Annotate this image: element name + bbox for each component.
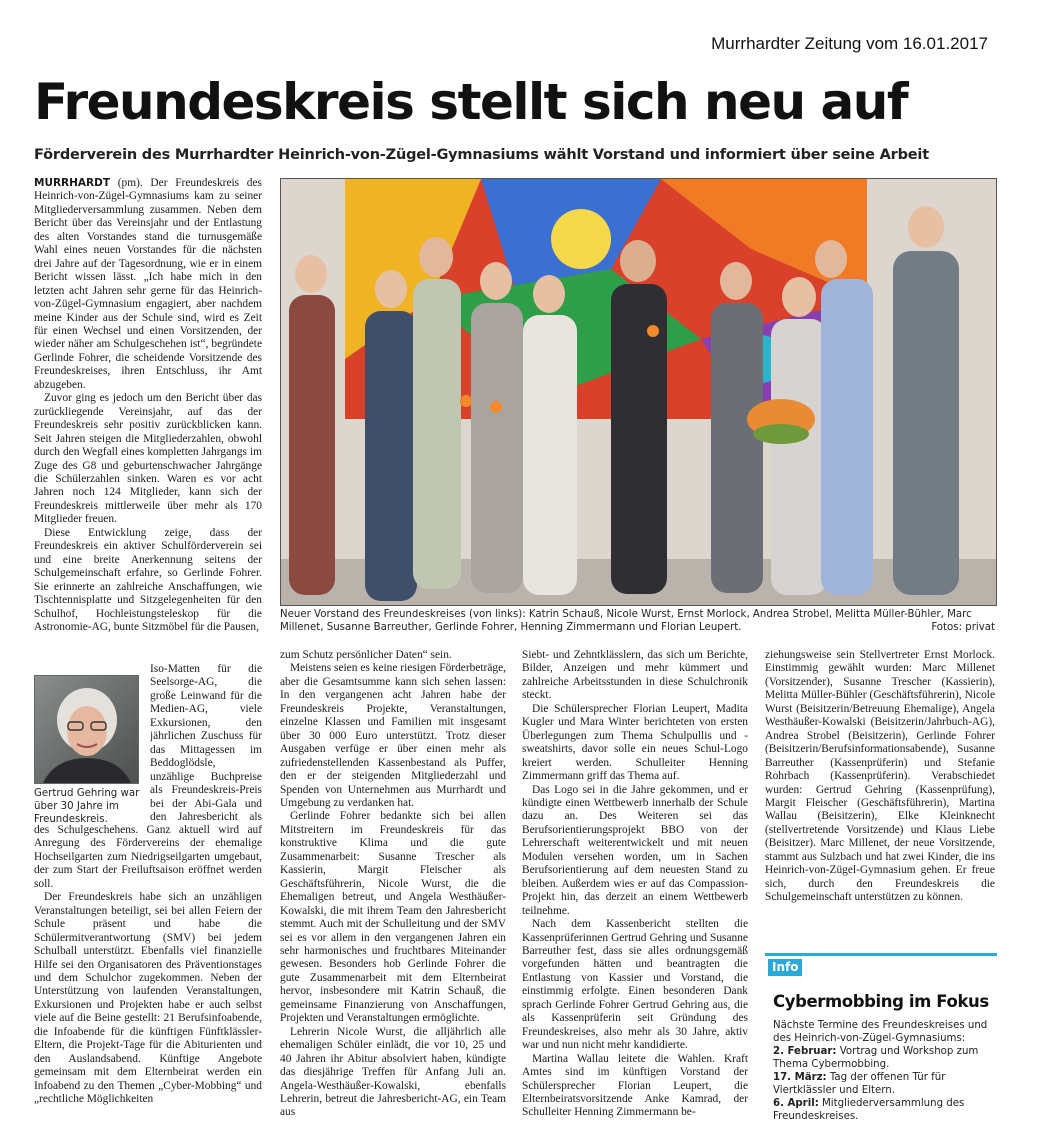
subheadline: Förderverein des Murrhardter Heinrich-von-Zügel-Gymnasiums wählt Vorstand und informiert über seine Arbeit [34,147,929,163]
portrait-photo [34,675,139,784]
info-item-date: 17. März: [773,1072,827,1084]
paragraph: Nach dem Kassenbericht stellten die Kassenprüferinnen Gertrud Gehring und Susanne Barreuther fest, dass sie alles ordnungsgemäß vorgefunden hätten und beantragten die Entlastung von Kassier und Vorstand, die einstimmig erfolgte. Einen besonderen Dank sprach Gerlinde Fohrer Gertrud Gehring aus, die als Kassenprüferin seit Gründung des Freundeskreises, also mehr als 30 Jahre, aktiv war und nun nicht mehr kandidierte. [522,918,748,1052]
info-item-text: Mitgliederversammlung des Freundeskreises. [773,1098,965,1122]
article-column-4 [765,649,995,939]
info-box [765,953,997,1141]
paragraph: Die Schülersprecher Florian Leupert, Madita Kugler und Mara Winter berichteten von ersten Überlegungen zum Thema Schulpullis und -sweatshirts, davor solle ein neues Schul-Logo kreiert werden. Schulleiter Henning Zimmermann griff das Thema auf. [522,702,748,783]
paragraph: Lehrerin Nicole Wurst, die alljährlich alle ehemaligen Schüler einlädt, die vor 10, 25 und 40 Jahren ihr Abitur absolviert haben, kündigte das diesjährige Treffen für Anfang Juli an. Angela-Westhäußer-Kowalski, ebenfalls Lehrerin, betreut die Jahresbericht-AG, ein Team aus [280,1025,506,1119]
source-line: Murrhardter Zeitung vom 16.01.2017 [711,34,988,53]
article-column-1 [34,177,262,667]
paragraph: Diese Entwicklung zeige, dass der Freundeskreis ein aktiver Schulförderverein sei und eine breite Anerkennung seitens der Schulgemeinschaft erfahre, so Gerlinde Fohrer. Sie erinnerte an zahlreiche Anschaffungen, wie Tischtennisplatte und Sitzgelegenheiten für den Schulhof, Hochleistungsteleskop für die Astronomie-AG, bunte Sitzmöbel für die Pausen, [34,526,262,633]
paragraph: Zuvor ging es jedoch um den Bericht über das zurückliegende Vereinsjahr, auf das der Freundeskreis sehr positiv zurückblicken kann. Seit Jahren steigen die Mitgliederzahlen, obwohl durch den Wegfall eines kompletten Jahrgangs im Zuge des G8 und geburtenschwacher Jahrgänge die Schülerzahlen sinken. Waren es vor acht Jahren noch 124 Mitglieder, kann sich der Freundeskreis mittlerweile über mehr als 170 Mitglieder freuen. [34,392,262,526]
info-tag: Info [768,959,802,976]
paragraph: des Schulgeschehens. Ganz aktuell wird auf Anregung des Fördervereins der ehemalige Hochseilgarten zum Niedrigseilgarten umgebaut, der zum Start der Freiluftsaison eröffnet werden soll. [34,824,262,890]
article-column-3 [522,649,748,1143]
photo-caption-text: Neuer Vorstand des Freundeskreises (von links): Katrin Schauß, Nicole Wurst, Ernst Morlock, Andrea Strobel, Melitta Müller-Bühler, Marc Millenet, Susanne Barreuther, Gerlinde Fohrer, Henning Zimmermann und Florian Leupert. [280,609,972,633]
paragraph: Der Freundeskreis habe sich an unzähligen Veranstaltungen beteiligt, sei bei allen Feiern der Schule präsent und habe die Schülermitverantwortung (SMV) bei jedem Schulball unterstützt. Ebenfalls viel finanzielle Hilfe sei den Organisatoren des Präventionstages und dem Schulchor zugekommen. Neben der Unterstützung von laufenden Veranstaltungen, Exkursionen und Projekten habe er auch selbst viele auf die Beine gestellt: 21 Berufsinfoabende, die Infoabende für die künftigen Fünftklässler-Eltern, die Projekt-Tage für die Abiturienten und den Auslandsabend. Künftige Angebote gemeinsam mit dem Elternbeirat werden ein Infoabend zu den Themen „Cyber-Mobbing“ und „rechtliche Möglichkeiten [34,891,262,1106]
paragraph-text: (pm). Der Freundeskreis des Heinrich-von-Zügel-Gymnasiums kam zu seiner Mitgliederversammlung zusammen. Neben dem Bericht über das Vereinsjahr und der Entlastung des alten Vorstandes stand die turnusgemäße Wahl eines neuen Vorstandes für die nächsten drei Jahre auf der Tagesordnung, wie er in einem Bericht wissen lässt. „Ich habe mich in den letzten acht Jahren sehr gerne für das Heinrich-von-Zügel-Gymnasium engagiert, aber nachdem meine Kinder aus der Schule sind, wird es Zeit für einen Wechsel und einen Vorsitzenden, der wieder näher am Schulgeschehen ist“, begründete Gerlinde Fohrer, die scheidende Vorsitzende des Freundeskreises, ihren Entschluss, ihr Amt abzugeben. [34,177,262,391]
info-item [773,1072,995,1097]
dateline: MURRHARDT [34,177,111,189]
paragraph: Siebt- und Zehntklässlern, das sich um Berichte, Bilder, Anzeigen und mehr kümmert und zahlreiche Arbeitsstunden in diese Schulchronik steckt. [522,649,748,702]
paragraph [34,177,262,392]
info-item-date: 2. Februar: [773,1046,837,1057]
info-item-date: 6. April: [773,1098,819,1110]
paragraph: Gerlinde Fohrer bedankte sich bei allen Mitstreitern im Freundeskreis für das konstruktive Klima und die gute Zusammenarbeit: Susanne Trescher als Kassierin, Margit Fleischer als Geschäftsführerin, Nicole Wurst, die die Ehemaligen betreut, und Angela Westhäußer-Kowalski, die mit ihrem Team den Jahresbericht stemmt. Auch mit der Schulleitung und der SMV sei es vor allem in den vergangenen Jahren ein sehr harmonisches und fruchtbares Miteinander gewesen. Besonders hob Gerlinde Fohrer die gute Zusammenarbeit mit dem Elternbeirat hervor, insbesondere mit Katrin Schauß, die gemeinsame Finanzierung von Anschaffungen, Projekten und Veranstaltungen ermöglichte. [280,810,506,1025]
info-item [773,1098,995,1123]
portrait-caption: Gertrud Gehring war über 30 Jahre im Freundeskreis. [34,788,140,825]
group-photo [280,178,997,606]
info-title: Cybermobbing im Fokus [773,992,989,1011]
photo-caption [280,608,995,634]
info-intro: Nächste Termine des Freundeskreises und des Heinrich-von-Zügel-Gymnasiums: [773,1020,988,1044]
info-item [773,1046,995,1071]
article-column-1-bottom [34,824,262,1142]
photo-credit: Fotos: privat [931,622,995,633]
paragraph: Das Logo sei in die Jahre gekommen, und er kündigte einen Wettbewerb innerhalb der Schule dazu an. Des Weiteren sei das Berufsorientierungsprojekt BBO von der Lehrerschaft weiterentwickelt und mit neuen Modulen versehen worden, um in Sachen Berufsorientierung auf dem neuesten Stand zu bleiben. Außerdem wies er auf das Compassion-Projekt hin, das derzeit an einem Wettbewerb teilnehme. [522,783,748,917]
paragraph: zum Schutz persönlicher Daten“ sein. [280,649,452,661]
article-column-1-narrow [150,663,262,824]
info-list [773,1046,995,1125]
info-item-text: Tag der offenen Tür für Viertklässler und Eltern. [773,1072,946,1096]
paragraph: Iso-Matten für die Seelsorge-AG, die große Leinwand für die Medien-AG, viele Exkursionen, den jährlichen Zuschuss für das Mittagessen im Beddoglödsle, unzählige Buchpreise als Freundeskreis-Preis bei der Abi-Gala und den Jahresbericht als [150,663,262,823]
article-column-2 [280,649,506,1143]
paragraph: ziehungsweise sein Stellvertreter Ernst Morlock. Einstimmig gewählt wurden: Marc Millenet (Vorsitzender), Susanne Trescher (Kassierin), Melitta Müller-Bühler (Geschäftsführerin), Nicole Wurst (Beisitzerin/Betreuung Ehemalige), Angela Westhäußer-Kowalski (Beisitzerin/Jahrbuch-AG), Andrea Strobel (Beisitzerin), Gerlinde Fohrer (Beisitzerin/Berufsinformationsabende), Susanne Barreuther (Kassenprüferin) und Stefanie Rohrbach (Kassenprüferin). Verabschiedet wurden: Gertrud Gehring (Kassenprüfung), Margit Fleischer (Geschäftsführerin), Martina Wallau (Beisitzerin), Elke Kleinknecht (stellvertretende Vorsitzende) und Klaus Liebe (Beisitzer). Marc Millenet, der neue Vorsitzende, stammt aus Sulzbach und hat zwei Kinder, die ins Heinrich-von-Zügel-Gymnasium gehen. Er freue sich, durch den Freundeskreis die Schulgemeinschaft unterstützen zu können. [765,649,995,904]
info-item-text: Vortrag und Workshop zum Thema Cybermobbing. [773,1046,979,1070]
paragraph: Martina Wallau leitete die Wahlen. Kraft Amtes sind im künftigen Vorstand der Schülersprecher Florian Leupert, die Elternbeiratsvorsitzende Anke Kamrad, der Schulleiter Henning Zimmermann be- [522,1052,748,1119]
headline: Freundeskreis stellt sich neu auf [34,73,908,131]
paragraph: Meistens seien es keine riesigen Förderbeträge, aber die Gesamtsumme kann sich sehen lassen: In den vergangenen acht Jahren habe der Freundeskreis Projekte, Veranstaltungen, einzelne Klassen und Familien mit insgesamt über 30 000 Euro unterstützt. Trotz dieser Ausgaben verfüge er über einen mehr als zufriedenstellenden Kassenbestand als Puffer, den er der steigenden Mitgliederzahl und Spenden von Unternehmen aus Murrhardt und Umgebung zu verdanken hat. [280,662,506,809]
